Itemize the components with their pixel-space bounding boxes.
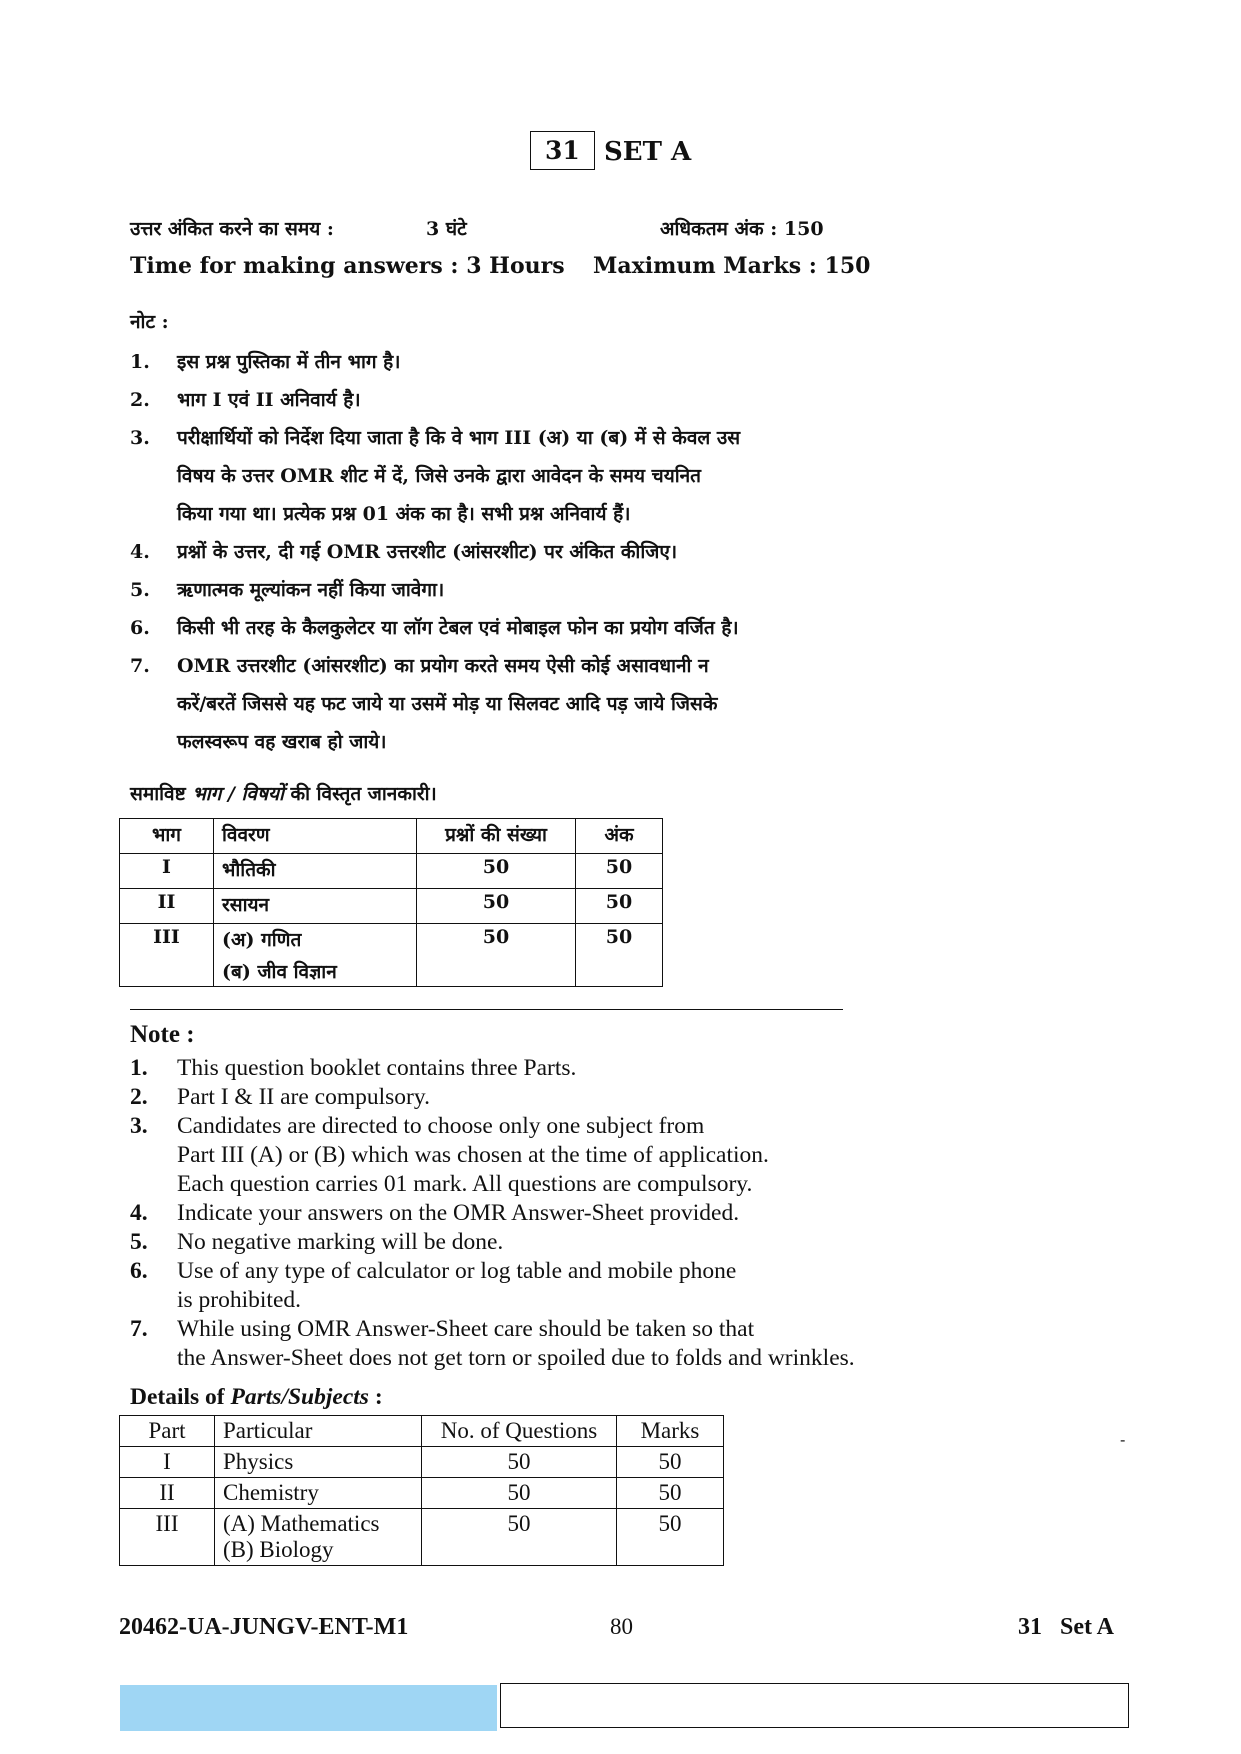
english-note-title: Note : bbox=[130, 1021, 195, 1048]
table-row: I भौतिकी 50 50 bbox=[120, 854, 663, 889]
en-time: Time for making answers : 3 Hours bbox=[130, 253, 565, 279]
en-max-marks: Maximum Marks : 150 bbox=[593, 253, 871, 279]
section-divider bbox=[130, 1009, 843, 1010]
table-row: III (A) Mathematics (B) Biology 50 50 bbox=[120, 1509, 724, 1566]
hi-time-value: 3 घंटे bbox=[426, 218, 467, 240]
table-header-row: भाग विवरण प्रश्नों की संख्या अंक bbox=[120, 819, 663, 854]
page-number: 80 bbox=[610, 1614, 633, 1639]
hi-max-marks: अधिकतम अंक : 150 bbox=[660, 218, 824, 240]
english-parts-table bbox=[119, 1415, 724, 1566]
hindi-parts-table bbox=[119, 818, 663, 987]
footer-color-bar bbox=[120, 1685, 497, 1731]
hi-time-label: उत्तर अंकित करने का समय : bbox=[130, 218, 334, 240]
table-row: I Physics 50 50 bbox=[120, 1447, 724, 1478]
hindi-note-title: नोट : bbox=[130, 311, 169, 333]
table-header-row: Part Particular No. of Questions Marks bbox=[120, 1416, 724, 1447]
table-row: III (अ) गणित (ब) जीव विज्ञान 50 50 bbox=[120, 924, 663, 987]
footer-set: 31 Set A bbox=[1018, 1614, 1114, 1640]
footer-code: 20462-UA-JUNGV-ENT-M1 bbox=[119, 1614, 409, 1640]
table-row: II रसायन 50 50 bbox=[120, 889, 663, 924]
hindi-details-heading: समाविष्ट भाग / विषयों की विस्तृत जानकारी। bbox=[130, 783, 437, 805]
stray-mark: - bbox=[1120, 1430, 1126, 1449]
footer-blank-box bbox=[500, 1683, 1129, 1728]
set-number-box: 31 bbox=[530, 131, 595, 170]
english-details-heading: Details of Parts/Subjects : bbox=[130, 1384, 383, 1410]
table-row: II Chemistry 50 50 bbox=[120, 1478, 724, 1509]
set-label: SET A bbox=[604, 137, 692, 167]
